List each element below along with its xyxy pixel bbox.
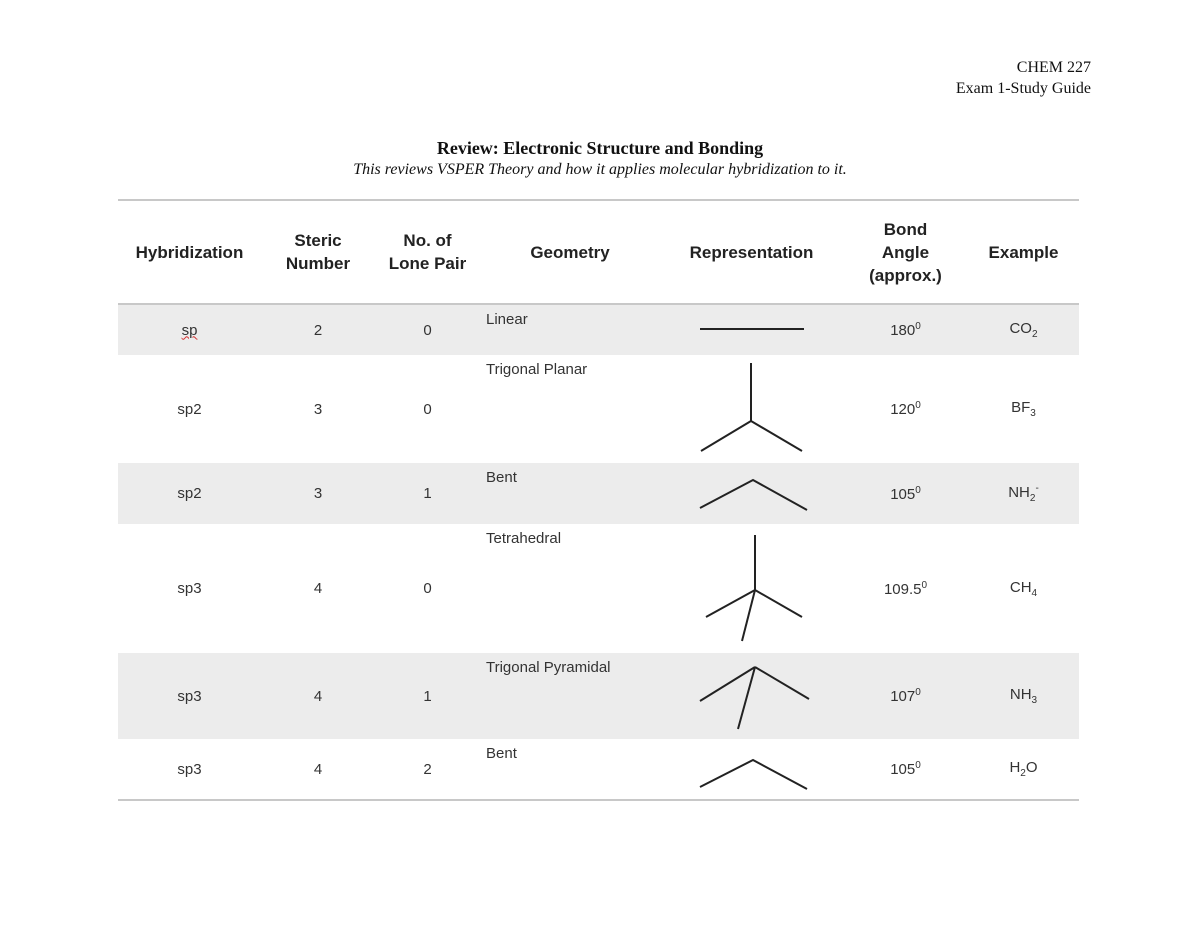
page-title: Review: Electronic Structure and Bonding bbox=[436, 138, 764, 158]
cell-lone-pair: 0 bbox=[375, 304, 480, 355]
example-subscript: 2 bbox=[1031, 329, 1038, 340]
linear-structure-icon bbox=[660, 315, 843, 345]
angle-value: 105 bbox=[890, 485, 916, 503]
angle-value: 120 bbox=[890, 401, 916, 418]
cell-representation bbox=[660, 304, 843, 355]
cell-geometry: Bent bbox=[486, 745, 517, 762]
cell-bond-angle bbox=[843, 524, 968, 653]
trigonal-pyramidal-structure-icon bbox=[660, 657, 843, 735]
document-name: Exam 1-Study Guide bbox=[955, 80, 1091, 97]
cell-geometry: Tetrahedral bbox=[486, 530, 562, 547]
cell-steric: 4 bbox=[313, 760, 323, 778]
example-subscript: 3 bbox=[1031, 695, 1038, 706]
cell-representation bbox=[660, 463, 843, 524]
bent-structure-icon bbox=[660, 745, 843, 793]
example-subscript: 4 bbox=[1031, 587, 1038, 599]
header-bond-angle bbox=[843, 200, 968, 304]
cell-steric: 4 bbox=[313, 580, 323, 597]
angle-degree: 0 bbox=[915, 687, 921, 698]
cell-bond-angle bbox=[843, 463, 968, 524]
bent-structure-icon bbox=[660, 472, 843, 516]
cell-steric: 2 bbox=[261, 304, 375, 355]
cell-lone-pair: 1 bbox=[375, 463, 480, 524]
example-part-a: BF bbox=[1011, 399, 1031, 416]
cell-bond-angle bbox=[843, 355, 968, 463]
cell-lone-pair: 0 bbox=[423, 400, 432, 418]
tetrahedral-structure-icon bbox=[660, 531, 843, 646]
cell-hybridization: sp3 bbox=[177, 580, 202, 597]
example-part-b: O bbox=[1025, 759, 1038, 776]
header-geometry: Geometry bbox=[480, 200, 660, 304]
cell-lone-pair: 1 bbox=[375, 653, 480, 739]
trigonal-planar-structure-icon bbox=[660, 359, 843, 459]
cell-representation bbox=[660, 739, 843, 800]
header-lone-line-1: No. of bbox=[403, 231, 452, 250]
cell-representation bbox=[660, 653, 843, 739]
cell-example bbox=[968, 355, 1079, 463]
header-steric-line-2: Number bbox=[285, 254, 351, 273]
header-representation: Representation bbox=[660, 200, 843, 304]
table-row bbox=[118, 355, 1079, 463]
cell-steric: 3 bbox=[261, 463, 375, 524]
example-part-a: NH bbox=[1009, 686, 1032, 703]
header-lone-pair bbox=[375, 200, 480, 304]
table-header-row bbox=[118, 200, 1079, 304]
header-steric-line-1: Steric bbox=[294, 231, 342, 250]
example-part-a: H bbox=[1009, 759, 1021, 776]
angle-value: 180 bbox=[890, 322, 916, 339]
cell-steric: 3 bbox=[313, 400, 323, 418]
table-row bbox=[118, 653, 1079, 739]
cell-geometry: Trigonal Pyramidal bbox=[480, 653, 660, 739]
example-part-a: CH bbox=[1009, 578, 1032, 596]
hybridization-value: sp bbox=[181, 321, 198, 339]
cell-bond-angle bbox=[843, 653, 968, 739]
example-subscript: 3 bbox=[1030, 408, 1036, 419]
example-part-a: NH bbox=[1008, 484, 1030, 501]
cell-example bbox=[968, 463, 1079, 524]
header-angle-line-1: Bond bbox=[883, 219, 928, 239]
cell-example bbox=[968, 653, 1079, 739]
cell-hybridization: sp2 bbox=[177, 400, 202, 418]
angle-degree: 0 bbox=[915, 484, 921, 496]
page-subtitle: This reviews VSPER Theory and how it applies molecular hybridization to it. bbox=[353, 161, 847, 178]
hybridization-table bbox=[118, 199, 1079, 801]
header-steric-number bbox=[261, 200, 375, 304]
cell-example bbox=[968, 524, 1079, 653]
cell-bond-angle bbox=[843, 304, 968, 355]
table-row bbox=[118, 524, 1079, 653]
angle-degree: 0 bbox=[915, 760, 921, 771]
cell-geometry: Linear bbox=[480, 304, 660, 355]
example-subscript: 2 bbox=[1029, 493, 1036, 504]
header-example: Example bbox=[968, 200, 1079, 304]
table-row bbox=[118, 304, 1079, 355]
cell-lone-pair: 0 bbox=[423, 580, 432, 597]
angle-degree: 0 bbox=[921, 579, 928, 591]
cell-steric: 4 bbox=[261, 653, 375, 739]
cell-example bbox=[968, 304, 1079, 355]
cell-geometry: Trigonal Planar bbox=[486, 361, 588, 378]
cell-lone-pair: 2 bbox=[423, 760, 432, 778]
header-hybridization: Hybridization bbox=[118, 200, 261, 304]
cell-representation bbox=[660, 524, 843, 653]
angle-value: 107 bbox=[890, 688, 916, 705]
header-angle-line-2: Angle bbox=[881, 242, 930, 262]
example-superscript: - bbox=[1035, 483, 1039, 494]
header-angle-line-3: (approx.) bbox=[869, 265, 942, 285]
table-row bbox=[118, 463, 1079, 524]
angle-degree: 0 bbox=[915, 321, 921, 332]
cell-representation bbox=[660, 355, 843, 463]
cell-hybridization: sp3 bbox=[118, 653, 261, 739]
cell-hybridization bbox=[118, 304, 261, 355]
example-part-a: CO bbox=[1009, 320, 1032, 337]
cell-bond-angle bbox=[843, 739, 968, 800]
cell-geometry: Bent bbox=[480, 463, 660, 524]
cell-example bbox=[968, 739, 1079, 800]
angle-value: 109.5 bbox=[883, 580, 922, 598]
example-subscript: 2 bbox=[1020, 768, 1026, 779]
document-header bbox=[956, 57, 1091, 99]
header-lone-line-2: Lone Pair bbox=[388, 254, 467, 273]
cell-hybridization: sp2 bbox=[118, 463, 261, 524]
angle-value: 105 bbox=[890, 761, 916, 778]
table-row bbox=[118, 739, 1079, 800]
course-code: CHEM 227 bbox=[1016, 59, 1091, 76]
angle-degree: 0 bbox=[915, 400, 921, 411]
cell-hybridization: sp3 bbox=[177, 760, 202, 778]
